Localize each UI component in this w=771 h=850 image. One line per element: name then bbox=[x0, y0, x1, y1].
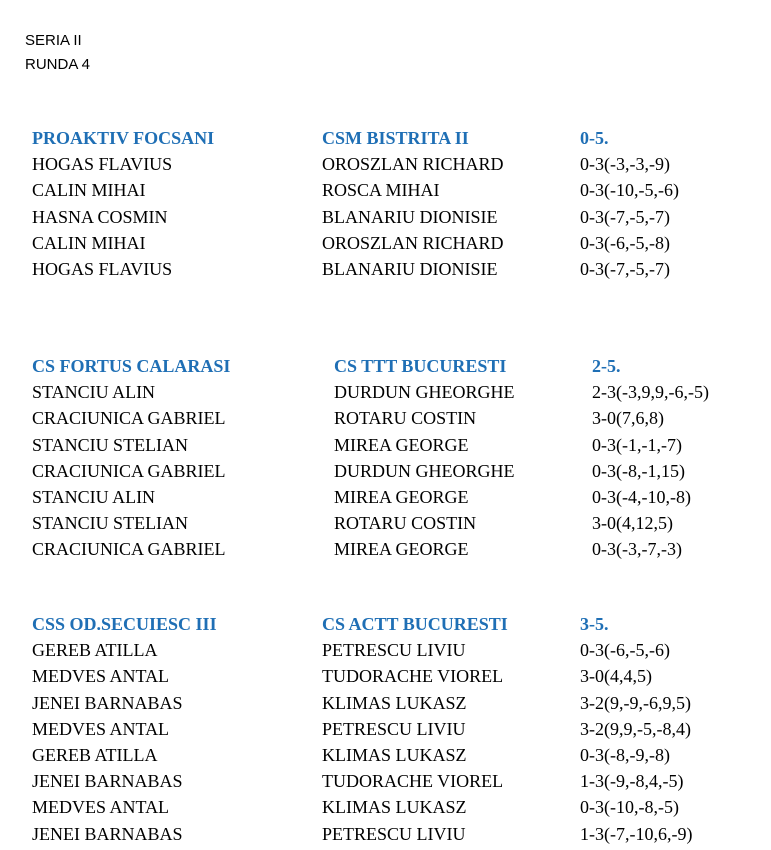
home-player: CRACIUNICA GABRIEL bbox=[32, 460, 226, 481]
home-player: JENEI BARNABAS bbox=[32, 771, 183, 792]
game-result: 0-3(-8,-9,-8) bbox=[580, 744, 670, 765]
game-row bbox=[0, 536, 771, 562]
game-result: 1-3(-9,-8,4,-5) bbox=[580, 771, 684, 792]
game-result: 0-3(-6,-5,-8) bbox=[580, 232, 670, 253]
game-row bbox=[0, 716, 771, 742]
away-player: DURDUN GHEORGHE bbox=[334, 382, 515, 403]
home-player: MEDVES ANTAL bbox=[32, 797, 170, 818]
away-player: BLANARIU DIONISIE bbox=[322, 258, 498, 279]
home-player: MEDVES ANTAL bbox=[32, 666, 170, 687]
game-row bbox=[0, 637, 771, 663]
game-row bbox=[0, 204, 771, 230]
game-row bbox=[0, 821, 771, 847]
game-row bbox=[0, 230, 771, 256]
game-result: 1-3(-7,-10,6,-9) bbox=[580, 823, 693, 844]
home-player: CRACIUNICA GABRIEL bbox=[32, 408, 226, 429]
game-result: 2-3(-3,9,9,-6,-5) bbox=[592, 382, 709, 403]
game-row bbox=[0, 794, 771, 820]
match-header-row bbox=[0, 125, 771, 151]
match-header-row bbox=[0, 611, 771, 637]
home-player: MEDVES ANTAL bbox=[32, 718, 170, 739]
game-result: 3-0(7,6,8) bbox=[592, 408, 664, 429]
home-player: CALIN MIHAI bbox=[32, 232, 146, 253]
game-result: 0-3(-6,-5,-6) bbox=[580, 640, 670, 661]
game-result: 0-3(-8,-1,15) bbox=[592, 460, 685, 481]
home-player: CRACIUNICA GABRIEL bbox=[32, 539, 226, 560]
game-result: 3-2(9,-9,-6,9,5) bbox=[580, 692, 691, 713]
away-player: MIREA GEORGE bbox=[334, 539, 469, 560]
match-score: 0-5. bbox=[580, 128, 609, 148]
game-row bbox=[0, 742, 771, 768]
game-row bbox=[0, 432, 771, 458]
game-row bbox=[0, 177, 771, 203]
home-player: GEREB ATILLA bbox=[32, 640, 158, 661]
match-block bbox=[0, 353, 771, 563]
game-row bbox=[0, 510, 771, 536]
game-result: 0-3(-3,-7,-3) bbox=[592, 539, 682, 560]
away-team-name: CS TTT BUCURESTI bbox=[334, 356, 507, 376]
round-label: RUNDA 4 bbox=[25, 56, 91, 73]
game-result: 3-0(4,4,5) bbox=[580, 666, 652, 687]
home-player: GEREB ATILLA bbox=[32, 744, 158, 765]
home-team-name: PROAKTIV FOCSANI bbox=[32, 128, 215, 148]
game-row bbox=[0, 663, 771, 689]
away-player: ROTARU COSTIN bbox=[334, 408, 477, 429]
away-player: DURDUN GHEORGHE bbox=[334, 460, 515, 481]
home-player: JENEI BARNABAS bbox=[32, 692, 183, 713]
game-row bbox=[0, 256, 771, 282]
away-player: PETRESCU LIVIU bbox=[322, 823, 466, 844]
away-player: ROSCA MIHAI bbox=[322, 180, 440, 201]
game-row bbox=[0, 458, 771, 484]
game-result: 3-2(9,9,-5,-8,4) bbox=[580, 718, 691, 739]
match-block bbox=[0, 125, 771, 282]
away-player: KLIMAS LUKASZ bbox=[322, 692, 467, 713]
home-player: STANCIU ALIN bbox=[32, 486, 156, 507]
game-row bbox=[0, 768, 771, 794]
away-player: ROTARU COSTIN bbox=[334, 513, 477, 534]
game-row bbox=[0, 405, 771, 431]
away-player: OROSZLAN RICHARD bbox=[322, 154, 504, 175]
match-block bbox=[0, 611, 771, 847]
away-player: MIREA GEORGE bbox=[334, 486, 469, 507]
home-player: HASNA COSMIN bbox=[32, 206, 168, 227]
series-label: SERIA II bbox=[25, 32, 82, 49]
home-player: JENEI BARNABAS bbox=[32, 823, 183, 844]
game-row bbox=[0, 379, 771, 405]
game-row bbox=[0, 484, 771, 510]
away-team-name: CS ACTT BUCURESTI bbox=[322, 614, 508, 634]
home-player: CALIN MIHAI bbox=[32, 180, 146, 201]
match-score: 3-5. bbox=[580, 614, 609, 634]
home-player: HOGAS FLAVIUS bbox=[32, 258, 173, 279]
home-player: STANCIU ALIN bbox=[32, 382, 156, 403]
away-player: KLIMAS LUKASZ bbox=[322, 797, 467, 818]
game-result: 0-3(-10,-8,-5) bbox=[580, 797, 679, 818]
home-player: STANCIU STELIAN bbox=[32, 513, 189, 534]
game-result: 0-3(-7,-5,-7) bbox=[580, 206, 670, 227]
match-header-row bbox=[0, 353, 771, 379]
game-row bbox=[0, 690, 771, 716]
game-result: 0-3(-10,-5,-6) bbox=[580, 180, 679, 201]
away-player: OROSZLAN RICHARD bbox=[322, 232, 504, 253]
home-team-name: CS FORTUS CALARASI bbox=[32, 356, 231, 376]
away-player: MIREA GEORGE bbox=[334, 434, 469, 455]
game-result: 0-3(-3,-3,-9) bbox=[580, 154, 670, 175]
home-player: STANCIU STELIAN bbox=[32, 434, 189, 455]
away-player: KLIMAS LUKASZ bbox=[322, 744, 467, 765]
away-player: PETRESCU LIVIU bbox=[322, 718, 466, 739]
away-player: BLANARIU DIONISIE bbox=[322, 206, 498, 227]
away-player: TUDORACHE VIOREL bbox=[322, 666, 504, 687]
match-score: 2-5. bbox=[592, 356, 621, 376]
game-result: 0-3(-7,-5,-7) bbox=[580, 258, 670, 279]
home-team-name: CSS OD.SECUIESC III bbox=[32, 614, 217, 634]
home-player: HOGAS FLAVIUS bbox=[32, 154, 173, 175]
game-result: 3-0(4,12,5) bbox=[592, 513, 673, 534]
away-player: TUDORACHE VIOREL bbox=[322, 771, 504, 792]
game-result: 0-3(-4,-10,-8) bbox=[592, 486, 691, 507]
away-team-name: CSM BISTRITA II bbox=[322, 128, 469, 148]
game-result: 0-3(-1,-1,-7) bbox=[592, 434, 682, 455]
game-row bbox=[0, 151, 771, 177]
away-player: PETRESCU LIVIU bbox=[322, 640, 466, 661]
